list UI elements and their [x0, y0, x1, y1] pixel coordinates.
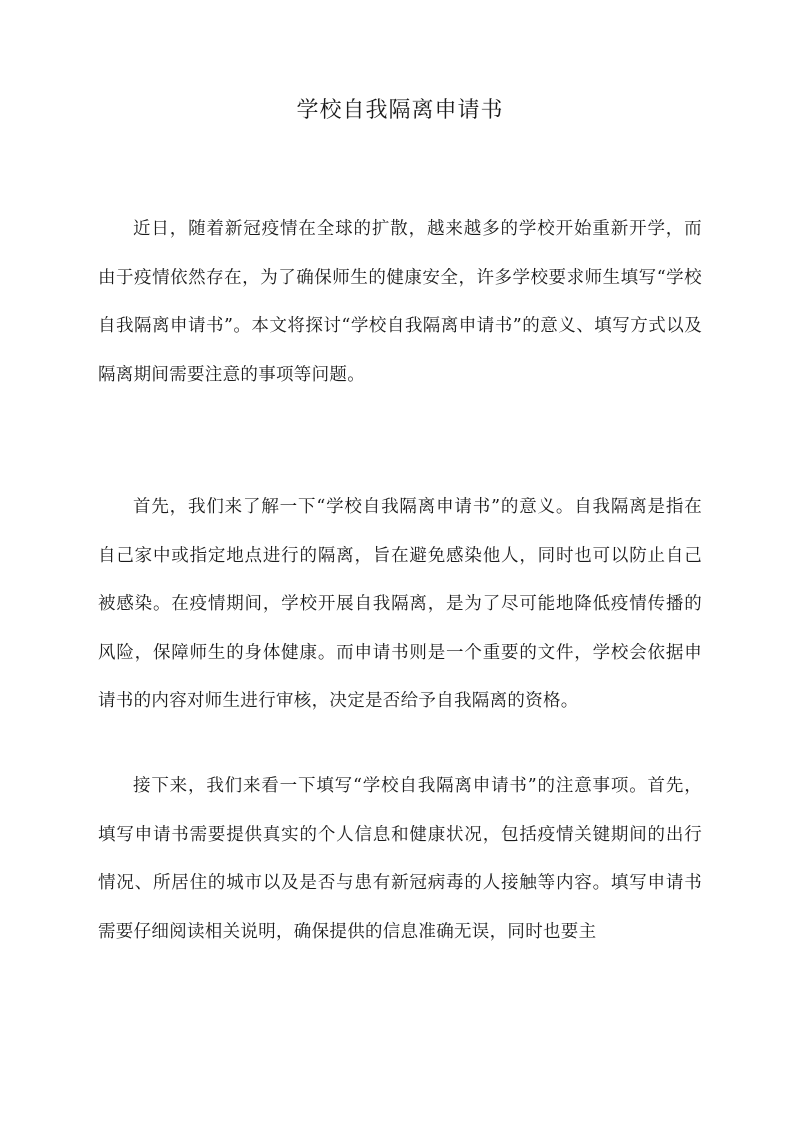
paragraph-intro: 近日，随着新冠疫情在全球的扩散，越来越多的学校开始重新开学，而由于疫情依然存在，为了确保师生的健康安全，许多学校要求师生填写“学校自我隔离申请书”。本文将探讨“学校自我隔离申请书”的意义、填写方式以及隔离期间需要注意的事项等问题。 — [98, 219, 702, 385]
document-title: 学校自我隔离申请书 — [296, 98, 504, 123]
paragraph-notes: 接下来，我们来看一下填写“学校自我隔离申请书”的注意事项。首先，填写申请书需要提供真实的个人信息和健康状况，包括疫情关键期间的出行情况、所居住的城市以及是否与患有新冠病毒的人接触等内容。填写申请书需要仔细阅读相关说明，确保提供的信息准确无误，同时也要主 — [98, 776, 702, 942]
paragraph-meaning: 首先，我们来了解一下“学校自我隔离申请书”的意义。自我隔离是指在自己家中或指定地点进行的隔离，旨在避免感染他人，同时也可以防止自己被感染。在疫情期间，学校开展自我隔离，是为了尽可能地降低疫情传播的风险，保障师生的身体健康。而申请书则是一个重要的文件，学校会依据申请书的内容对师生进行审核，决定是否给予自我隔离的资格。 — [98, 497, 702, 711]
